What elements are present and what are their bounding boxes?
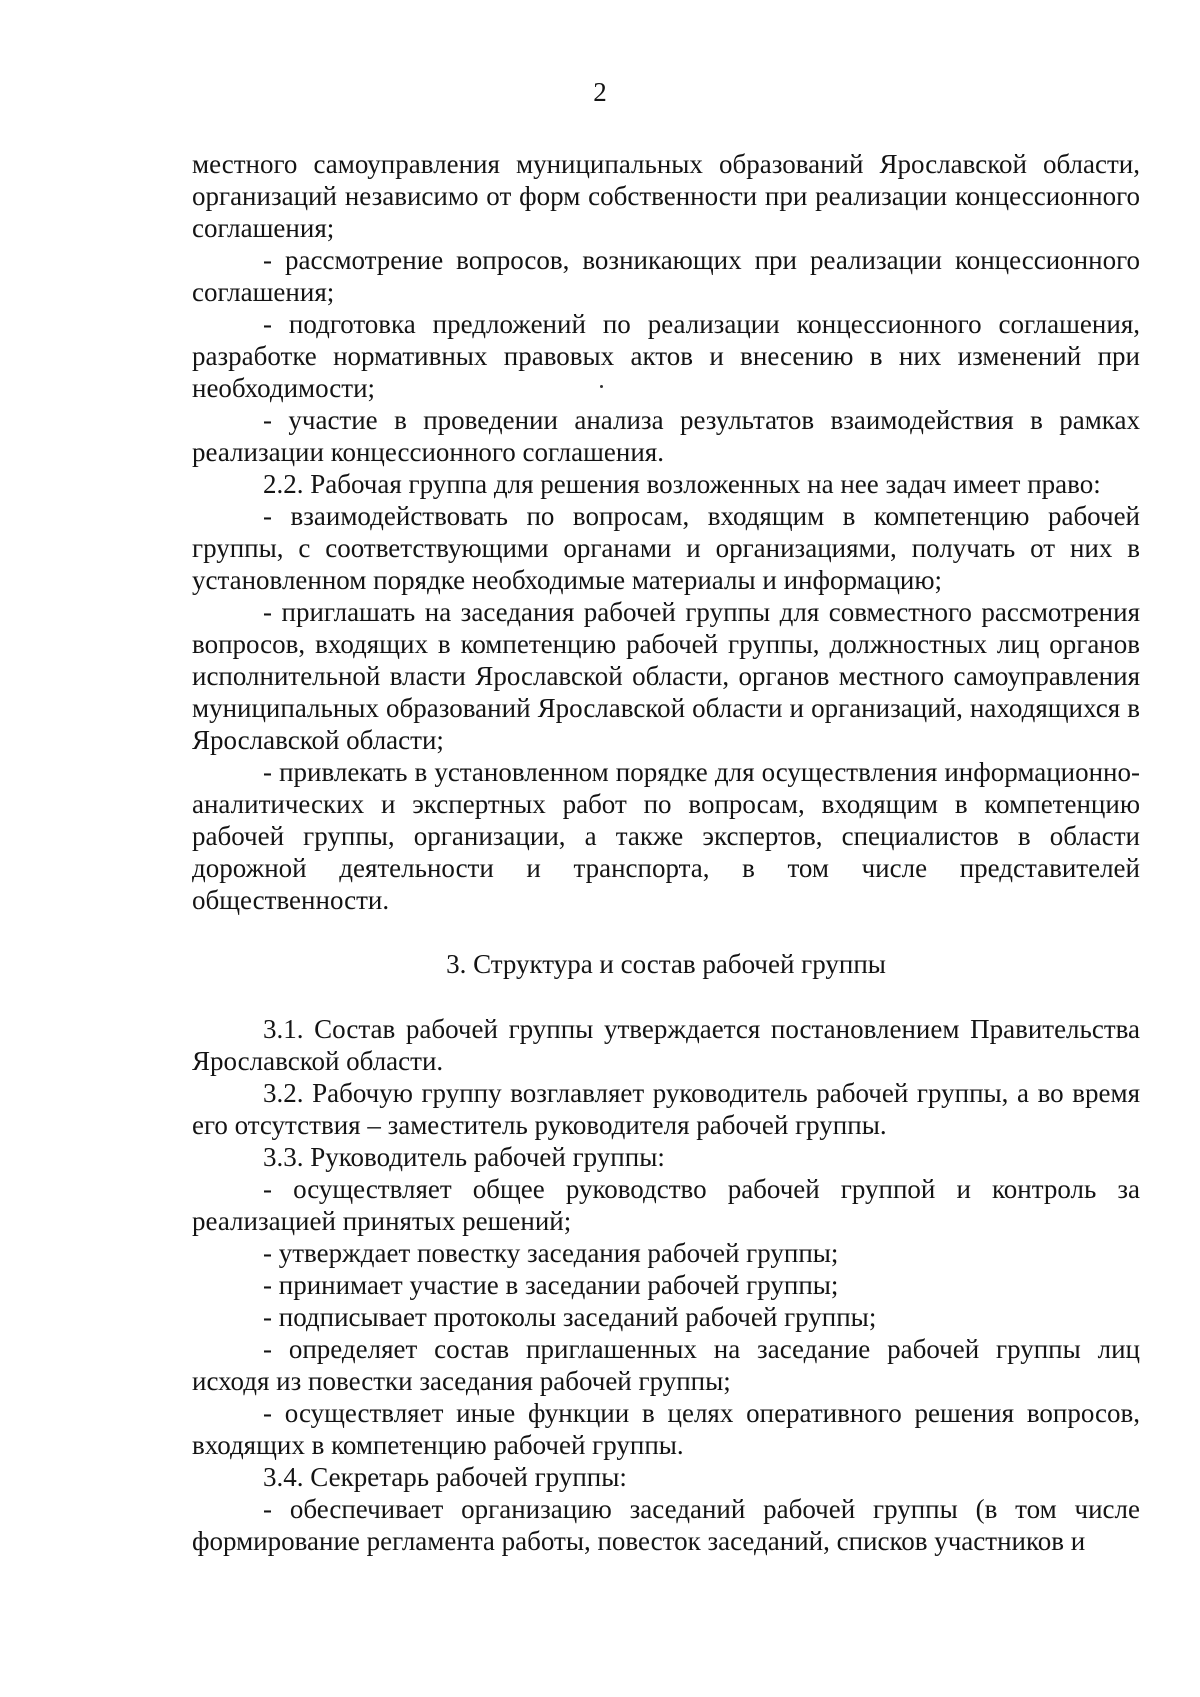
- paragraph: - осуществляет общее руководство рабочей группой и контроль за реализацией принятых решений;: [192, 1174, 1140, 1236]
- paragraph: - подписывает протоколы заседаний рабочей группы;: [263, 1302, 877, 1332]
- paragraph: 3.4. Секретарь рабочей группы:: [263, 1462, 627, 1492]
- paragraph: - рассмотрение вопросов, возникающих при реализации концессионного соглашения;: [192, 245, 1140, 307]
- paragraph: - подготовка предложений по реализации концессионного соглашения, разработке нормативных правовых актов и внесению в них изменений при необходимости;: [192, 309, 1140, 403]
- paragraph: - осуществляет иные функции в целях оперативного решения вопросов, входящих в компетенцию рабочей группы.: [192, 1398, 1140, 1460]
- paragraph: - обеспечивает организацию заседаний рабочей группы (в том числе формирование регламента работы, повесток заседаний, списков участников и: [192, 1494, 1140, 1556]
- page-number: 2: [593, 77, 607, 107]
- paragraph: - приглашать на заседания рабочей группы для совместного рассмотрения вопросов, входящих в компетенцию рабочей группы, должностных лиц органов исполнительной власти Ярославской области, органов местного самоуправления муниципальных образований Ярославской области и организаций, находящихся в Ярославской области;: [192, 597, 1140, 755]
- paragraph: 3.3. Руководитель рабочей группы:: [263, 1142, 665, 1172]
- section-heading: 3. Структура и состав рабочей группы: [446, 949, 886, 979]
- paragraph: - участие в проведении анализа результатов взаимодействия в рамках реализации концессионного соглашения.: [192, 405, 1140, 467]
- paragraph: - привлекать в установленном порядке для осуществления информационно-аналитических и экспертных работ по вопросам, входящим в компетенцию рабочей группы, организации, а также экспертов, специалистов в области дорожной деятельности и транспорта, в том числе представителей общественности.: [192, 757, 1140, 915]
- paragraph: 3.2. Рабочую группу возглавляет руководитель рабочей группы, а во время его отсутствия – заместитель руководителя рабочей группы.: [192, 1078, 1140, 1140]
- paragraph: - взаимодействовать по вопросам, входящим в компетенцию рабочей группы, с соответствующими органами и организациями, получать от них в установленном порядке необходимые материалы и информацию;: [192, 501, 1140, 595]
- paragraph: - принимает участие в заседании рабочей группы;: [263, 1270, 839, 1300]
- paragraph: местного самоуправления муниципальных образований Ярославской области, организаций независимо от форм собственности при реализации концессионного соглашения;: [192, 149, 1140, 243]
- paragraph: 3.1. Состав рабочей группы утверждается постановлением Правительства Ярославской области.: [192, 1014, 1140, 1076]
- paragraph: - определяет состав приглашенных на заседание рабочей группы лиц исходя из повестки заседания рабочей группы;: [192, 1334, 1140, 1396]
- paragraph: - утверждает повестку заседания рабочей группы;: [263, 1238, 839, 1268]
- document-body: [192, 148, 1140, 1557]
- paragraph: 2.2. Рабочая группа для решения возложенных на нее задач имеет право:: [263, 469, 1101, 499]
